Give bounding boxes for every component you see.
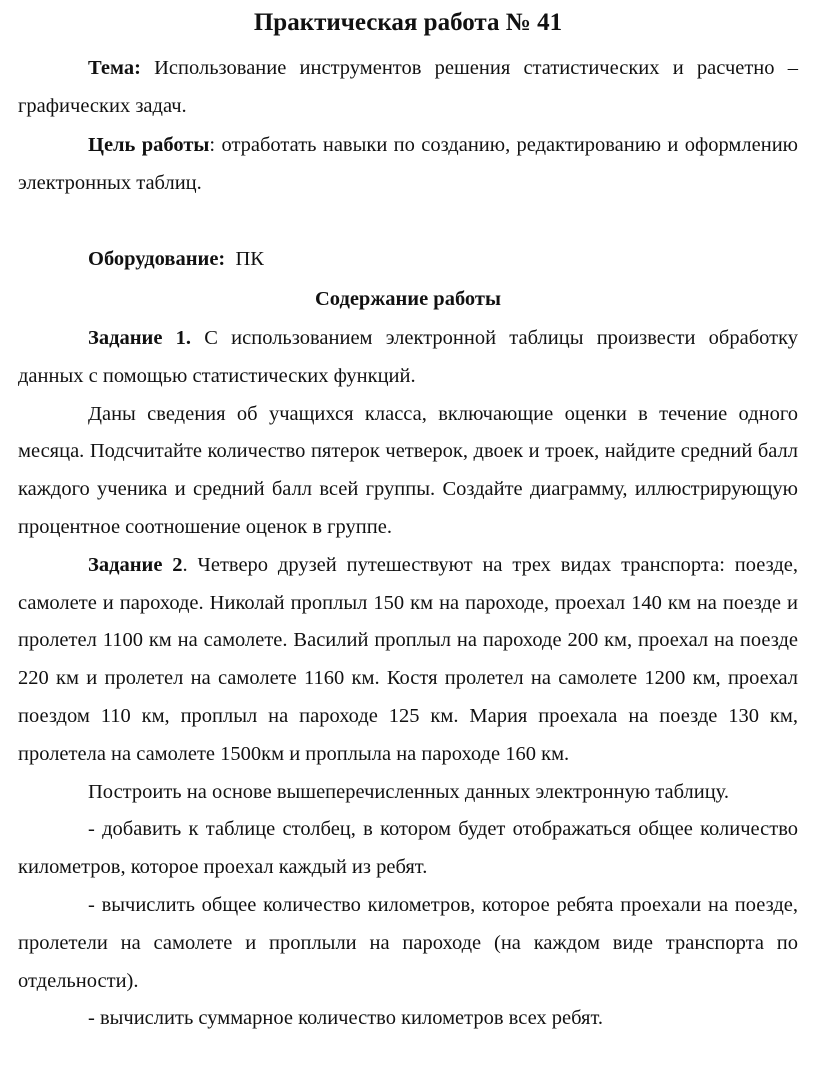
content-heading: Содержание работы [315,288,501,310]
task2-text: . Четверо друзей путешествуют на трех видах транспорта: поезде, самолете и пароходе. Николай проплыл 150 км на пароходе, проехал 140 км на поезде и пролетел 1100 км на самолете. Василий проплыл на пароходе 200 км, проехал на поезде 220 км и пролетел на самолете 1160 км. Костя пролетел на самолете 1200 км, проехал поездом 110 км, проплыл на пароходе 125 км. Мария проехала на поезде 130 км, пролетела на самолете 1500км и проплыла на пароходе 160 км. [18,553,798,765]
goal-paragraph [18,127,798,203]
task2-label: Задание 2 [88,553,183,576]
task2-item-3: - вычислить суммарное количество километров всех ребят. [88,1007,604,1030]
equipment-paragraph [18,241,798,279]
topic-text: Использование инструментов решения статистических и расчетно – графических задач. [18,57,798,117]
equipment-label: Оборудование: [88,248,226,270]
task2-item-2: - вычислить общее количество километров, которое ребята проехали на поезде, пролетели на самолете и проплыли на пароходе (на каждом виде транспорта по отдельности). [18,893,798,992]
topic-label: Тема: [88,57,141,79]
task2-build: Построить на основе вышеперечисленных данных электронную таблицу. [88,780,730,803]
task1-label: Задание 1. [88,327,192,349]
goal-text: : отработать навыки по созданию, редактированию и оформлению электронных таблиц. [18,134,798,194]
goal-label: Цель работы [88,134,210,156]
equipment-text: ПК [235,248,264,270]
page-title: Практическая работа № 41 [253,9,563,36]
task2-item-1: - добавить к таблице столбец, в котором будет отображаться общее количество километров, которое проехал каждый из ребят. [18,818,798,879]
task1-body: Даны сведения об учащихся класса, включающие оценки в течение одного месяца. Подсчитайте количество пятерок четверок, двоек и троек, найдите средний балл каждого ученика и средний балл всей группы. Создайте диаграмму, иллюстрирующую процентное соотношение оценок в группе. [18,402,798,538]
topic-paragraph [18,50,798,126]
task1-text: С использованием электронной таблицы произвести обработку данных с помощью статистических функций. [18,327,798,387]
task1-paragraph [18,320,798,1038]
